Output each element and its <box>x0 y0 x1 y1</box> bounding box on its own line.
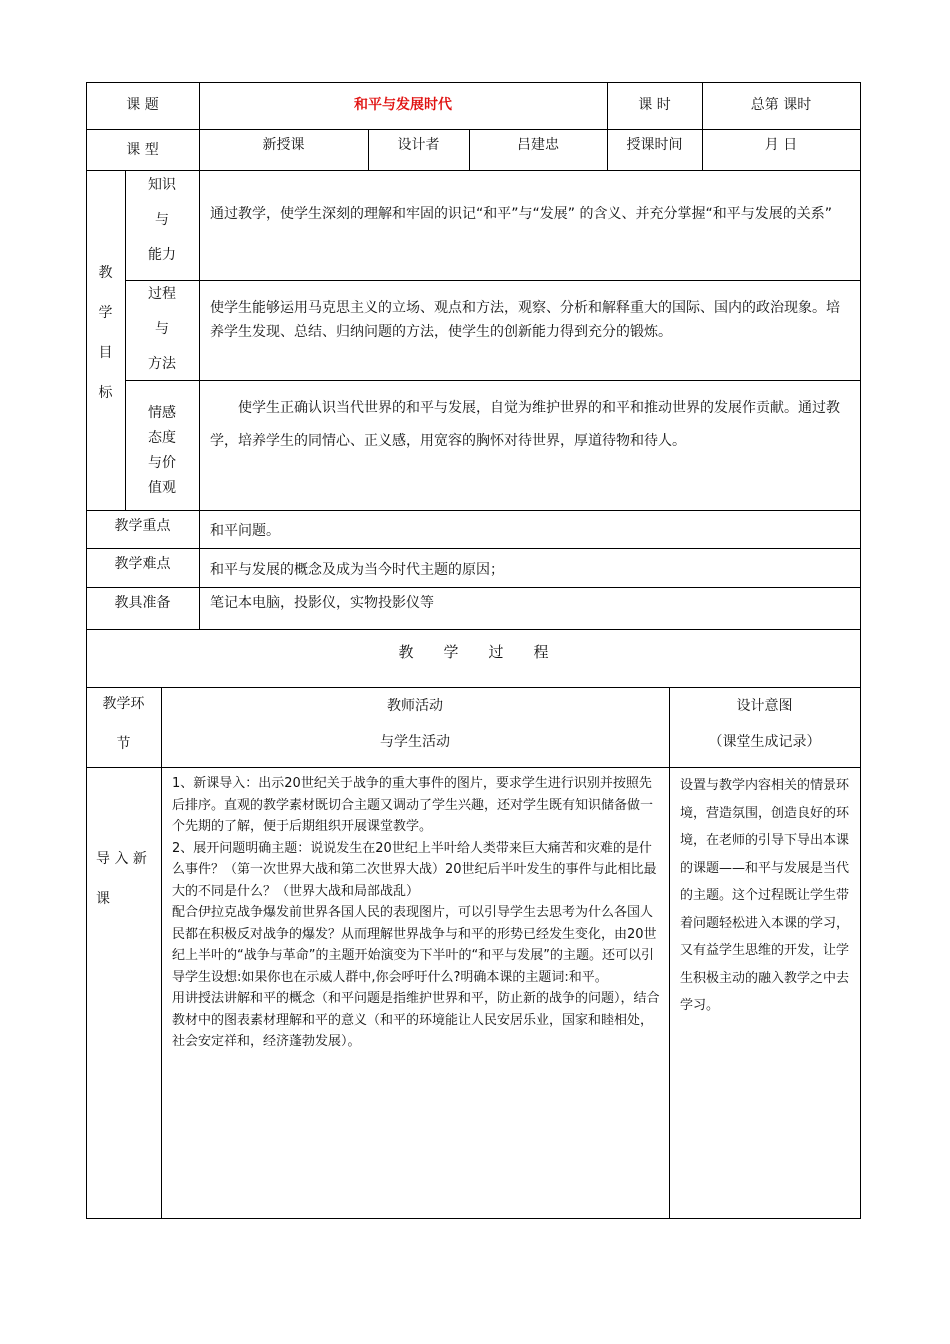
time-label: 授课时间 <box>626 137 683 153</box>
intro-activity <box>172 773 662 1053</box>
intent-header-line1: 设计意图 <box>736 698 793 714</box>
activity-paragraph: 1、新课导入：出示20世纪关于战争的重大事件的图片，要求学生进行识别并按照先后排序。直观的教学素材既切合主题又调动了学生兴趣，还对学生既有知识储备做一个先期的了解，便于后期组织开展课堂教学。 <box>172 776 654 834</box>
activity-paragraph: 配合伊拉克战争爆发前世界各国人民的表现图片，可以引导学生去思考为什么各国人民都在积极反对战争的爆发？从而理解世界战争与和平的形势已经发生变化，由20世纪上半叶的“战争与革命”的主题开始演变为下半叶的“和平与发展”的主题。还可以引导学生设想:如果你也在示威人群中,你会呼吁什么?明确本课的主题词:和平。 <box>172 905 657 985</box>
process-text: 使学生能够运用马克思主义的立场、观点和方法，观察、分析和解释重大的国际、国内的政治现象。培养学生发现、总结、归纳问题的方法，使学生的创新能力得到充分的锻炼。 <box>210 300 840 340</box>
type-value: 新授课 <box>262 137 305 153</box>
period-label: 课 时 <box>638 97 671 113</box>
key-point-label: 教学重点 <box>114 518 171 534</box>
tools-label: 教具准备 <box>114 595 171 611</box>
activity-paragraph: 用讲授法讲解和平的概念（和平问题是指维护世界和平，防止新的战争的问题），结合教材中的图表素材理解和平的意义（和平的环境能让人民安居乐业，国家和睦相处，社会安定祥和，经济蓬勃发展）。 <box>172 991 660 1049</box>
tools-text: 笔记本电脑，投影仪，实物投影仪等 <box>210 595 434 611</box>
stage-header-line2: 节 <box>116 736 131 752</box>
activity-paragraph: 2、展开问题明确主题：说说发生在20世纪上半叶给人类带来巨大痛苦和灾难的是什么事件？（第一次世界大战和第二次世界大战）20世纪后半叶发生的事件与此相比最大的不同是什么？（世界大战和局部战乱） <box>172 840 657 899</box>
designer-value: 吕建忠 <box>517 137 559 153</box>
time-value: 月 日 <box>764 137 798 153</box>
intent-header-line2: （课堂生成记录） <box>708 734 821 750</box>
difficulty-text: 和平与发展的概念及成为当今时代主题的原因； <box>210 562 504 578</box>
knowledge-text: 通过教学，使学生深刻的理解和牢固的识记“和平”与“发展” 的含义、并充分掌握“和平与发展的关系” <box>210 206 832 222</box>
intro-intent: 设置与教学内容相关的情景环境，营造氛围，创造良好的环境，在老师的引导下导出本课的课题——和平与发展是当代的主题。这个过程既让学生带着问题轻松进入本课的学习，又有益学生思维的开发，让学生积极主动的融入教学之中去学习。 <box>680 778 850 1013</box>
stage-header-line1: 教学环 <box>102 696 145 712</box>
emotion-text: 使学生正确认识当代世界的和平与发展，自觉为维护世界的和平和推动世界的发展作贡献。通过教学，培养学生的同情心、正义感，用宽容的胸怀对待世界，厚道待物和待人。 <box>210 400 840 449</box>
activity-header-line2: 与学生活动 <box>380 734 450 750</box>
designer-label: 设计者 <box>397 137 440 153</box>
intro-stage-line2: 课 <box>96 891 110 907</box>
type-label: 课 型 <box>126 142 159 158</box>
difficulty-label: 教学难点 <box>114 556 171 572</box>
intro-stage-line1: 导 入 新 <box>96 851 147 867</box>
key-point-text: 和平问题。 <box>210 523 280 539</box>
lesson-label: 课 题 <box>126 97 159 113</box>
process-title: 教 学 过 程 <box>398 643 549 661</box>
activity-header-line1: 教师活动 <box>387 698 443 714</box>
lesson-title: 和平与发展时代 <box>354 97 452 113</box>
period-value: 总第 课时 <box>750 97 812 113</box>
